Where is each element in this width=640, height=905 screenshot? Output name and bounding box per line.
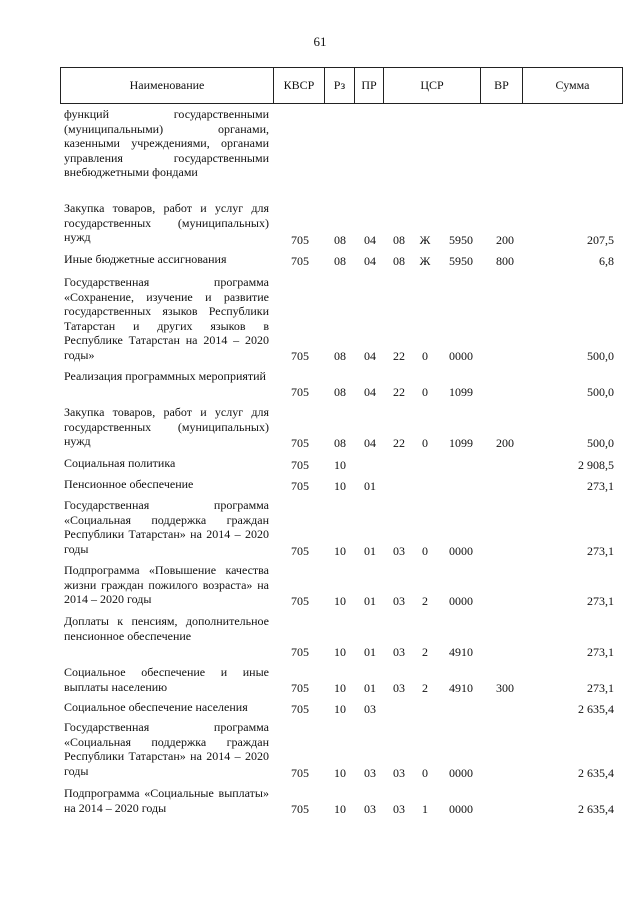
table-header [60, 67, 623, 104]
header-sum: Сумма [555, 78, 590, 92]
table-row [0, 498, 640, 558]
row-kvsr: 705 [291, 680, 309, 695]
row-name: Доплаты к пенсиям, дополнительное пенсионное обеспечение [64, 614, 269, 643]
row-name: Реализация программных мероприятий [64, 369, 266, 383]
row-sum: 273,1 [587, 680, 614, 695]
row-csr-subprogram: 1 [422, 801, 428, 816]
row-csr-subprogram: 2 [422, 680, 428, 695]
row-rz: 08 [334, 232, 346, 247]
row-name: Пенсионное обеспечение [64, 477, 194, 491]
row-rz: 08 [334, 435, 346, 450]
row-kvsr: 705 [291, 801, 309, 816]
row-csr-direction: 0000 [449, 765, 473, 780]
header-name: Наименование [61, 68, 274, 103]
row-pr: 03 [364, 765, 376, 780]
row-pr: 04 [364, 232, 376, 247]
row-sum: 273,1 [587, 593, 614, 608]
row-sum: 2 635,4 [578, 801, 614, 816]
row-rz: 08 [334, 348, 346, 363]
table-row [0, 252, 640, 268]
row-csr-subprogram: 0 [422, 765, 428, 780]
row-name: Государственная программа «Социальная поддержка граждан Республики Татарстан» на 2014 – 2020 годы [64, 720, 269, 778]
row-sum: 2 908,5 [578, 457, 614, 472]
row-csr-direction: 0000 [449, 543, 473, 558]
row-pr: 04 [364, 348, 376, 363]
row-kvsr: 705 [291, 232, 309, 247]
row-name: Социальное обеспечение и иные выплаты населению [64, 665, 269, 694]
row-csr-direction: 4910 [449, 680, 473, 695]
table-row [0, 477, 640, 493]
row-pr: 04 [364, 384, 376, 399]
row-csr-direction: 1099 [449, 435, 473, 450]
row-csr-subprogram: Ж [419, 232, 431, 247]
row-kvsr: 705 [291, 478, 309, 493]
row-csr-subprogram: 0 [422, 435, 428, 450]
row-csr-subprogram: 2 [422, 593, 428, 608]
row-kvsr: 705 [291, 543, 309, 558]
row-name: Государственная программа «Сохранение, изучение и развитие государственных языков Республики Татарстан и других языков в Республике Татарстан на 2014 – 2020 годы» [64, 275, 269, 362]
table-row [0, 720, 640, 780]
row-pr: 01 [364, 680, 376, 695]
row-csr-program: 22 [393, 384, 405, 399]
row-csr-program: 03 [393, 765, 405, 780]
row-csr-direction: 1099 [449, 384, 473, 399]
row-csr-program: 08 [393, 232, 405, 247]
row-csr-program: 22 [393, 435, 405, 450]
table-row [0, 107, 640, 194]
row-vr: 200 [496, 435, 514, 450]
row-csr-program: 03 [393, 801, 405, 816]
table-row [0, 665, 640, 695]
row-rz: 10 [334, 701, 346, 716]
row-rz: 10 [334, 457, 346, 472]
table-row [0, 786, 640, 816]
row-csr-direction: 0000 [449, 801, 473, 816]
row-csr-subprogram: Ж [419, 253, 431, 268]
table-row [0, 405, 640, 450]
row-vr: 800 [496, 253, 514, 268]
row-name: Государственная программа «Социальная поддержка граждан Республики Татарстан» на 2014 – 2020 годы [64, 498, 269, 556]
row-name: Закупка товаров, работ и услуг для государственных (муниципальных) нужд [64, 405, 269, 448]
row-sum: 500,0 [587, 384, 614, 399]
row-rz: 10 [334, 765, 346, 780]
row-csr-program: 03 [393, 593, 405, 608]
row-kvsr: 705 [291, 384, 309, 399]
header-vr: ВР [481, 68, 523, 103]
row-csr-program: 22 [393, 348, 405, 363]
row-sum: 2 635,4 [578, 701, 614, 716]
row-pr: 01 [364, 593, 376, 608]
table-row [0, 700, 640, 716]
table-row [0, 614, 640, 659]
row-sum: 273,1 [587, 644, 614, 659]
row-pr: 03 [364, 701, 376, 716]
row-csr-program: 03 [393, 644, 405, 659]
row-sum: 2 635,4 [578, 765, 614, 780]
row-pr: 03 [364, 801, 376, 816]
row-vr: 200 [496, 232, 514, 247]
row-name: Социальное обеспечение населения [64, 700, 248, 714]
row-rz: 08 [334, 384, 346, 399]
row-pr: 04 [364, 253, 376, 268]
row-sum: 273,1 [587, 478, 614, 493]
row-sum: 207,5 [587, 232, 614, 247]
header-rz: Рз [325, 68, 355, 103]
row-kvsr: 705 [291, 435, 309, 450]
row-name: Подпрограмма «Социальные выплаты» на 2014 – 2020 годы [64, 786, 269, 815]
row-csr-subprogram: 2 [422, 644, 428, 659]
row-csr-direction: 0000 [449, 348, 473, 363]
header-csr: ЦСР [384, 68, 481, 103]
row-sum: 500,0 [587, 435, 614, 450]
table-row [0, 563, 640, 608]
table-row [0, 275, 640, 363]
header-pr: ПР [355, 68, 384, 103]
row-name: Закупка товаров, работ и услуг для государственных (муниципальных) нужд [64, 201, 269, 244]
row-pr: 01 [364, 478, 376, 493]
row-rz: 10 [334, 644, 346, 659]
page-number: 61 [313, 34, 327, 49]
row-rz: 10 [334, 801, 346, 816]
row-kvsr: 705 [291, 253, 309, 268]
row-sum: 500,0 [587, 348, 614, 363]
row-rz: 10 [334, 478, 346, 493]
row-name: Иные бюджетные ассигнования [64, 252, 227, 266]
row-csr-program: 03 [393, 543, 405, 558]
row-kvsr: 705 [291, 765, 309, 780]
header-kvsr: КВСР [274, 68, 325, 103]
row-csr-direction: 5950 [449, 253, 473, 268]
table-row [0, 456, 640, 472]
row-kvsr: 705 [291, 593, 309, 608]
row-csr-subprogram: 0 [422, 384, 428, 399]
row-vr: 300 [496, 680, 514, 695]
row-name: Социальная политика [64, 456, 176, 470]
row-pr: 01 [364, 644, 376, 659]
row-csr-subprogram: 0 [422, 543, 428, 558]
row-csr-program: 03 [393, 680, 405, 695]
row-csr-direction: 4910 [449, 644, 473, 659]
row-csr-direction: 0000 [449, 593, 473, 608]
row-rz: 10 [334, 593, 346, 608]
row-csr-program: 08 [393, 253, 405, 268]
table-row [0, 369, 640, 399]
row-pr: 01 [364, 543, 376, 558]
row-name: Подпрограмма «Повышение качества жизни граждан пожилого возраста» на 2014 – 2020 годы [64, 563, 269, 606]
row-kvsr: 705 [291, 644, 309, 659]
row-sum: 6,8 [599, 253, 614, 268]
table-row [0, 201, 640, 247]
row-kvsr: 705 [291, 348, 309, 363]
row-kvsr: 705 [291, 457, 309, 472]
row-kvsr: 705 [291, 701, 309, 716]
row-sum: 273,1 [587, 543, 614, 558]
row-name: функций государственными (муниципальными) органами, казенными учреждениями, органами управления государственными внебюджетными фондами [64, 107, 269, 179]
row-csr-subprogram: 0 [422, 348, 428, 363]
row-rz: 08 [334, 253, 346, 268]
row-rz: 10 [334, 680, 346, 695]
row-pr: 04 [364, 435, 376, 450]
row-csr-direction: 5950 [449, 232, 473, 247]
row-rz: 10 [334, 543, 346, 558]
